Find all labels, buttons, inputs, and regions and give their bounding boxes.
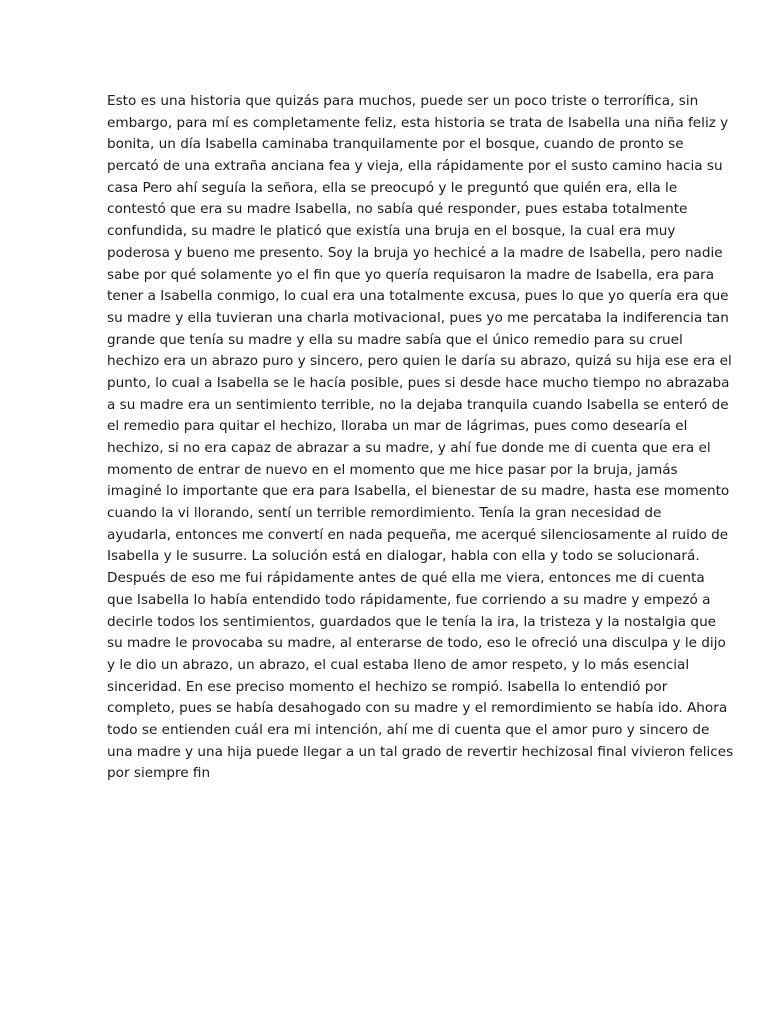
text-line: contestó que era su madre Isabella, no sabía qué responder, pues estaba totalmente bbox=[107, 201, 688, 218]
text-line: Isabella y le susurre. La solución está en dialogar, habla con ella y todo se solucionará. bbox=[107, 548, 700, 565]
text-line: Esto es una historia que quizás para muchos, puede ser un poco triste o terrorífica, sin bbox=[107, 93, 699, 109]
text-line: confundida, su madre le platicó que existía una bruja en el bosque, la cual era muy bbox=[107, 223, 676, 240]
text-line: cuando la vi llorando, sentí un terrible remordimiento. Tenía la gran necesidad de bbox=[107, 505, 662, 522]
text-line: bonita, un día Isabella caminaba tranquilamente por el bosque, cuando de pronto se bbox=[107, 136, 684, 153]
text-line: imaginé lo importante que era para Isabella, el bienestar de su madre, hasta ese momento bbox=[107, 483, 730, 500]
text-line: percató de una extraña anciana fea y vieja, ella rápidamente por el susto camino hacia su bbox=[107, 158, 723, 175]
text-line: sinceridad. En ese preciso momento el hechizo se rompió. Isabella lo entendió por bbox=[107, 678, 668, 695]
text-line: decirle todos los sentimientos, guardados que le tenía la ira, la tristeza y la nostalgia que bbox=[107, 613, 717, 630]
text-line: tener a Isabella conmigo, lo cual era una totalmente excusa, pues lo que yo quería era que bbox=[107, 288, 729, 305]
story-paragraph bbox=[107, 91, 734, 785]
text-line: sabe por qué solamente yo el fin que yo quería requisaron la madre de Isabella, era para bbox=[107, 266, 715, 283]
text-line: su madre y ella tuvieran una charla motivacional, pues yo me percataba la indiferencia tan bbox=[107, 309, 729, 326]
text-line: su madre le provocaba su madre, al enterarse de todo, eso le ofreció una disculpa y le dijo bbox=[107, 635, 726, 652]
text-line: y le dio un abrazo, un abrazo, el cual estaba lleno de amor respeto, y lo más esencial bbox=[107, 656, 690, 673]
text-line: momento de entrar de nuevo en el momento que me hice pasar por la bruja, jamás bbox=[107, 461, 678, 478]
text-line: el remedio para quitar el hechizo, lloraba un mar de lágrimas, pues como desearía el bbox=[107, 418, 688, 435]
text-line: embargo, para mí es completamente feliz, esta historia se trata de Isabella una niña feliz y bbox=[107, 114, 729, 131]
text-line: hechizo, si no era capaz de abrazar a su madre, y ahí fue donde me di cuenta que era el bbox=[107, 440, 711, 456]
text-line: Después de eso me fui rápidamente antes de qué ella me viera, entonces me di cuenta bbox=[107, 570, 705, 587]
text-line: por siempre fin bbox=[107, 765, 211, 782]
text-line: ayudarla, entonces me convertí en nada pequeña, me acerqué silenciosamente al ruido de bbox=[107, 526, 729, 543]
text-line: a su madre era un sentimiento terrible, no la dejaba tranquila cuando Isabella se enteró de bbox=[107, 396, 729, 413]
text-line: casa Pero ahí seguía la señora, ella se preocupó y le preguntó que quién era, ella le bbox=[107, 179, 678, 196]
text-line: grande que tenía su madre y ella su madre sabía que el único remedio para su cruel bbox=[107, 331, 683, 348]
text-line: punto, lo cual a Isabella se le hacía posible, pues si desde hace mucho tiempo no abrazaba bbox=[107, 374, 730, 391]
text-line: completo, pues se había desahogado con su madre y el remordimiento se había ido. Ahora bbox=[107, 700, 728, 717]
text-line: una madre y una hija puede llegar a un tal grado de revertir hechizosal final vivieron felices bbox=[107, 743, 734, 760]
text-line: que Isabella lo había entendido todo rápidamente, fue corriendo a su madre y empezó a bbox=[107, 591, 711, 608]
text-line: poderosa y bueno me presento. Soy la bruja yo hechicé a la madre de Isabella, pero nadie bbox=[107, 244, 723, 261]
text-line: todo se entienden cuál era mi intención, ahí me di cuenta que el amor puro y sincero de bbox=[107, 721, 710, 738]
text-line: hechizo era un abrazo puro y sincero, pero quien le daría su abrazo, quizá su hija ese era el bbox=[107, 353, 732, 370]
